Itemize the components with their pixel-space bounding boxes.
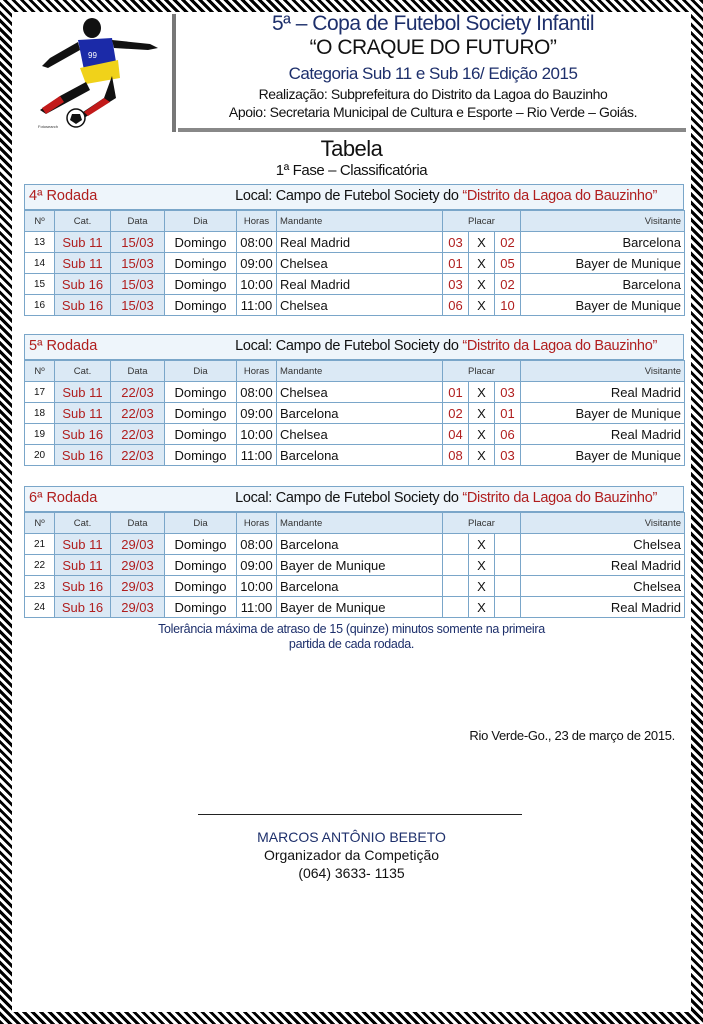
logo-soccer-player (20, 14, 170, 132)
score-separator: X (469, 534, 495, 555)
rodada-block (24, 334, 684, 466)
game-number: 22 (25, 555, 55, 576)
game-number: 24 (25, 597, 55, 618)
away-score: 06 (495, 424, 521, 445)
score-separator: X (469, 555, 495, 576)
away-score: 03 (495, 382, 521, 403)
game-time: 11:00 (237, 597, 277, 618)
rodada-local-prefix: Local: Campo de Futebol Society do (235, 188, 463, 204)
tolerance-note (0, 622, 703, 652)
signer-name: MARCOS ANTÔNIO BEBETO (257, 829, 446, 845)
date-place: Rio Verde-Go., 23 de março de 2015. (469, 728, 675, 743)
game-day: Domingo (165, 274, 237, 295)
away-score: 05 (495, 253, 521, 274)
home-score (443, 534, 469, 555)
away-team: Real Madrid (521, 424, 685, 445)
table-row (25, 576, 685, 597)
col-horas-header: Horas (237, 211, 277, 232)
header-line1: 5ª – Copa de Futebol Society Infantil (272, 12, 594, 35)
games-table (24, 360, 685, 466)
away-team: Bayer de Munique (521, 445, 685, 466)
game-category: Sub 11 (55, 534, 111, 555)
logo-caption: Fotosearch (38, 124, 59, 129)
home-team: Bayer de Munique (277, 597, 443, 618)
game-time: 10:00 (237, 576, 277, 597)
header-divider (178, 128, 686, 132)
game-day: Domingo (165, 576, 237, 597)
away-score: 03 (495, 445, 521, 466)
game-number: 13 (25, 232, 55, 253)
table-row (25, 253, 685, 274)
col-dia-header: Dia (165, 361, 237, 382)
rodada-header (24, 334, 684, 360)
col-placar-header: Placar (443, 211, 521, 232)
home-team: Chelsea (277, 253, 443, 274)
home-team: Barcelona (277, 534, 443, 555)
game-day: Domingo (165, 445, 237, 466)
home-score: 06 (443, 295, 469, 316)
away-team: Barcelona (521, 232, 685, 253)
game-day: Domingo (165, 232, 237, 253)
game-date: 22/03 (111, 424, 165, 445)
game-category: Sub 11 (55, 403, 111, 424)
game-date: 15/03 (111, 232, 165, 253)
rodada-header (24, 486, 684, 512)
game-time: 10:00 (237, 274, 277, 295)
col-num-header: Nº (25, 513, 55, 534)
game-number: 15 (25, 274, 55, 295)
rodada-local-place: “Distrito da Lagoa do Bauzinho” (462, 490, 657, 506)
home-score: 03 (443, 232, 469, 253)
home-team: Real Madrid (277, 232, 443, 253)
col-horas-header: Horas (237, 513, 277, 534)
header-line3: Categoria Sub 11 e Sub 16/ Edição 2015 (288, 64, 578, 83)
game-category: Sub 11 (55, 382, 111, 403)
away-score: 02 (495, 274, 521, 295)
page-title: Tabela (320, 136, 383, 161)
rodada-block (24, 184, 684, 316)
game-date: 15/03 (111, 253, 165, 274)
away-team: Real Madrid (521, 597, 685, 618)
tolerance-note-line1: Tolerância máxima de atraso de 15 (quinze) minutos somente na primeira (158, 622, 545, 636)
signer-role: Organizador da Competição (263, 847, 440, 863)
home-score (443, 576, 469, 597)
game-category: Sub 16 (55, 597, 111, 618)
away-team: Bayer de Munique (521, 295, 685, 316)
game-category: Sub 16 (55, 274, 111, 295)
game-time: 11:00 (237, 295, 277, 316)
rodada-name: 6ª Rodada (29, 490, 98, 506)
game-number: 14 (25, 253, 55, 274)
game-time: 08:00 (237, 534, 277, 555)
table-row (25, 382, 685, 403)
game-day: Domingo (165, 555, 237, 576)
score-separator: X (469, 597, 495, 618)
game-date: 22/03 (111, 403, 165, 424)
game-day: Domingo (165, 382, 237, 403)
game-date: 29/03 (111, 576, 165, 597)
col-cat-header: Cat. (55, 361, 111, 382)
game-number: 21 (25, 534, 55, 555)
rodada-local (235, 490, 657, 506)
col-cat-header: Cat. (55, 211, 111, 232)
col-cat-header: Cat. (55, 513, 111, 534)
game-time: 09:00 (237, 403, 277, 424)
game-category: Sub 11 (55, 232, 111, 253)
logo-number: 99 (88, 51, 97, 60)
game-category: Sub 16 (55, 295, 111, 316)
score-separator: X (469, 576, 495, 597)
rodada-local-place: “Distrito da Lagoa do Bauzinho” (462, 338, 657, 354)
table-row (25, 555, 685, 576)
rodada-local-place: “Distrito da Lagoa do Bauzinho” (462, 188, 657, 204)
home-team: Barcelona (277, 403, 443, 424)
col-mandante-header: Mandante (277, 361, 443, 382)
game-day: Domingo (165, 534, 237, 555)
home-team: Barcelona (277, 445, 443, 466)
header (178, 12, 688, 121)
col-visitante-header: Visitante (521, 361, 685, 382)
game-number: 20 (25, 445, 55, 466)
score-separator: X (469, 445, 495, 466)
game-day: Domingo (165, 403, 237, 424)
game-date: 29/03 (111, 534, 165, 555)
game-date: 22/03 (111, 445, 165, 466)
away-team: Chelsea (521, 534, 685, 555)
game-time: 10:00 (237, 424, 277, 445)
table-row (25, 445, 685, 466)
rodada-name: 5ª Rodada (29, 338, 98, 354)
header-line2: “O CRAQUE DO FUTURO” (309, 36, 557, 59)
game-date: 22/03 (111, 382, 165, 403)
home-score: 03 (443, 274, 469, 295)
away-score: 10 (495, 295, 521, 316)
away-score (495, 534, 521, 555)
score-separator: X (469, 382, 495, 403)
table-row (25, 403, 685, 424)
game-time: 11:00 (237, 445, 277, 466)
away-score: 02 (495, 232, 521, 253)
game-date: 29/03 (111, 597, 165, 618)
table-header-row (25, 361, 685, 382)
away-score (495, 597, 521, 618)
rodada-local (235, 338, 657, 354)
home-team: Chelsea (277, 295, 443, 316)
col-mandante-header: Mandante (277, 211, 443, 232)
rodada-name: 4ª Rodada (29, 188, 98, 204)
home-team: Barcelona (277, 576, 443, 597)
col-placar-header: Placar (443, 361, 521, 382)
col-horas-header: Horas (237, 361, 277, 382)
games-table (24, 512, 685, 618)
game-number: 17 (25, 382, 55, 403)
game-date: 15/03 (111, 295, 165, 316)
game-day: Domingo (165, 597, 237, 618)
table-row (25, 295, 685, 316)
table-row (25, 597, 685, 618)
home-team: Chelsea (277, 382, 443, 403)
tolerance-note-line2: partida de cada rodada. (288, 637, 415, 651)
col-visitante-header: Visitante (521, 211, 685, 232)
table-row (25, 232, 685, 253)
rodada-block (24, 486, 684, 618)
score-separator: X (469, 232, 495, 253)
away-team: Bayer de Munique (521, 253, 685, 274)
game-category: Sub 11 (55, 253, 111, 274)
games-table (24, 210, 685, 316)
home-score: 08 (443, 445, 469, 466)
signer-phone: (064) 3633- 1135 (298, 865, 405, 881)
score-separator: X (469, 253, 495, 274)
table-header-row (25, 513, 685, 534)
game-category: Sub 16 (55, 424, 111, 445)
game-category: Sub 16 (55, 445, 111, 466)
col-data-header: Data (111, 361, 165, 382)
away-team: Barcelona (521, 274, 685, 295)
game-number: 16 (25, 295, 55, 316)
home-score (443, 597, 469, 618)
away-team: Bayer de Munique (521, 403, 685, 424)
table-header-row (25, 211, 685, 232)
home-team: Real Madrid (277, 274, 443, 295)
game-date: 15/03 (111, 274, 165, 295)
col-visitante-header: Visitante (521, 513, 685, 534)
header-line5: Apoio: Secretaria Municipal de Cultura e Esporte – Rio Verde – Goiás. (228, 104, 638, 120)
away-score: 01 (495, 403, 521, 424)
home-team: Chelsea (277, 424, 443, 445)
game-day: Domingo (165, 424, 237, 445)
signer-block (0, 828, 703, 882)
col-placar-header: Placar (443, 513, 521, 534)
col-dia-header: Dia (165, 211, 237, 232)
col-data-header: Data (111, 211, 165, 232)
rodada-header (24, 184, 684, 210)
game-category: Sub 11 (55, 555, 111, 576)
rodada-local-prefix: Local: Campo de Futebol Society do (235, 338, 463, 354)
game-time: 08:00 (237, 382, 277, 403)
home-score: 01 (443, 253, 469, 274)
home-team: Bayer de Munique (277, 555, 443, 576)
away-score (495, 555, 521, 576)
game-number: 18 (25, 403, 55, 424)
col-num-header: Nº (25, 361, 55, 382)
page-subtitle: 1ª Fase – Classificatória (275, 162, 428, 179)
logo-divider (172, 14, 176, 132)
home-score (443, 555, 469, 576)
score-separator: X (469, 403, 495, 424)
game-time: 09:00 (237, 555, 277, 576)
game-day: Domingo (165, 253, 237, 274)
table-row (25, 274, 685, 295)
home-score: 02 (443, 403, 469, 424)
rodada-local-prefix: Local: Campo de Futebol Society do (235, 490, 463, 506)
away-score (495, 576, 521, 597)
away-team: Real Madrid (521, 555, 685, 576)
rodada-local (235, 188, 657, 204)
away-team: Real Madrid (521, 382, 685, 403)
game-number: 23 (25, 576, 55, 597)
home-score: 01 (443, 382, 469, 403)
signature-line (198, 814, 522, 815)
home-score: 04 (443, 424, 469, 445)
game-date: 29/03 (111, 555, 165, 576)
game-number: 19 (25, 424, 55, 445)
col-num-header: Nº (25, 211, 55, 232)
col-mandante-header: Mandante (277, 513, 443, 534)
score-separator: X (469, 424, 495, 445)
score-separator: X (469, 295, 495, 316)
away-team: Chelsea (521, 576, 685, 597)
col-dia-header: Dia (165, 513, 237, 534)
game-day: Domingo (165, 295, 237, 316)
table-row (25, 424, 685, 445)
header-line4: Realização: Subprefeitura do Distrito da Lagoa do Bauzinho (258, 86, 608, 102)
game-time: 09:00 (237, 253, 277, 274)
col-data-header: Data (111, 513, 165, 534)
score-separator: X (469, 274, 495, 295)
table-row (25, 534, 685, 555)
game-time: 08:00 (237, 232, 277, 253)
game-category: Sub 16 (55, 576, 111, 597)
